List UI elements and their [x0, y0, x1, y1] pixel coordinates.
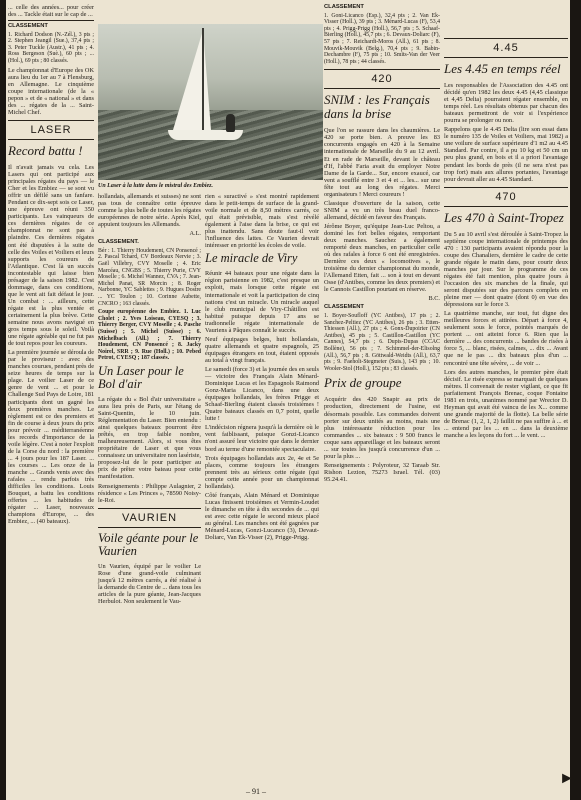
viry-body-5: Trois équipages hollandais aux 2e, 4e et 5e places, comme toujours les étrangers prennent très au sérieux cette régate (qui compte cette année pour un championnat hollandais).: [205, 454, 319, 490]
470-body-3: Lors des autres manches, le premier père était décisif. Le risée express se marquait de quelques mètres. Il convenait de rester vigilant, ce que fit parfaitement François Brenac, coque Fontaine 1981 en trois, unanimes nommé par Wrector D. Heyman qui avait été vaincu de les X... comme une grande majorité de la flotte). La belle série de Brenac (1, 2, 1, 2) faillit ne pas suffire à ... et ... entend par les ... en ... dans la deuxième manche a les leçons du fort ... le vent. ...: [444, 368, 568, 439]
article-title-record: Record battu !: [8, 142, 83, 158]
viry-body-4: L'indécision régnera jusqu'à la dernière où le vent faiblissant, puisque Gonzi-Licanco n'ont assuré leur victoire que dans le dernier bord au terme d'une remontée spectaculaire.: [205, 424, 319, 453]
article-title-prix: Prix de groupe: [324, 375, 402, 391]
classement-label-snim: CLASSEMENT: [324, 304, 364, 311]
snim-body-3: Jérôme Boyer, qu'équipe Jean-Luc Peltou, a dominé les fort belles régates, remportant deux manches. Sauchez a également remporté deux manches, en particulier celle où des rafales à force 6 ont été enregistrées. Dernière ces deux « locomotives », le troisième du dernier championnat du monde, l'Allemand Etten, fait ... son à tout en devant Osse (d'Antibes, comme les deux premiers) et le Cannois Castillon pourtant en réserve.: [324, 222, 440, 294]
laser-body-2: La première journée se déroula de par le proviseur : avec des manches courues, pendant près de seize heures de temps sur la plage. Le voilier Laser de ce genre de vent ... et pour le Challenge Sud Pays de Loire, 181 participants dont un gagné les deux premières manches. Le règlement est ce des premiers et fin de course à deux jours du prix pour prévoir ... méditerranéenne les records d'importance de la voile légère. C'est à noter l'exploit de la Corse du nord : la première ... 4 jours pour les 187 Laser. ... les courses ... Les onze de la manche ... Grands vents avec des rafales ... rendu parfois très difficiles les conditions. Louis Bouquet, a battu les conditions offertes ... les habitudes de régater ... Laser, nouveaux champions d'Europe, ... des Embiez, ... (40 bateaux).: [8, 349, 94, 526]
coupe-europeenne: Coupe européenne des Embiez. 1. Luc Cholet ; 2. Yves Loiseau, CYESQ ; 3. Thierry Berger, CVY Moselle ; 4. Pasche (Suisse) ; 5. Michel (Suisse) ; 6. Michelbach (All.) ; 7. Thierry Houdement, CN Ponsencé ; 8. Jacky Noirel, SRR ; 9. Rue (Holl.) ; 10. Pebed Petrot, CYESQ ; 187 classés.: [98, 309, 201, 362]
article-title-voile-geante: Voile géante pour le Vaurien: [98, 530, 199, 558]
classement-label: CLASSEMENT: [8, 20, 94, 30]
viry-body-2: Neuf équipages belges, huit hollandais, quatre allemands et quatre espagnols, 25 équipages étrangers en tout, étaient opposés au total à vingt français.: [205, 335, 319, 364]
prix-contact: Renseignements : Polyroteur, 32 Taraab Str. Rishon Lezion, 75273 Israel. Tél. (03) 95.24.41.: [324, 461, 440, 483]
laser-sail: [173, 30, 211, 130]
laser-mast: [202, 28, 204, 132]
snim-body-1: Que l'on se rassure dans les chaumières. Le 420 se porte bien. A preuve les 83 concurrents engagés en 420 à la Semaine internationale de Marseille du 9 au 12 avril. Et en rade de Marseille, devant le château d'If, l'abbé Faria avait du employer Notre Dame de la Garde... Sur, encore exaucé, car vent a soufflé entre 3 et 4 et ... les... sur une fête tout au long des régates. Merci organisateurs ! Merci coureurs !: [324, 127, 440, 198]
vaurien-continued: rien « suractivé » s'est montré rapidement dans le petit-temps de surface de la grand-voile normale et de 8,50 mètres carrés, ce qui était prévisible, mais s'est révélé également à l'aise dans la brise, ce qui est plus inattendu. Sans doute faut-il voir l'influence des lattes. Ce Vaurien devrait intéresser en priorité les écoles de voile.: [205, 193, 319, 250]
article-title-445: Les 4.45 en temps réel: [444, 61, 561, 76]
445-body-1: Les responsables de l'Association des 4.45 ont décidé qu'en 1982 les deux 4.45 (4,45 classique et 4,45 Delta) pourraient régater ensemble, en temps réel. Les résultats obtenus par chacun des bateaux permettront de voir si l'expérience pourra se prolonger ou non.: [444, 82, 568, 125]
viry-body-6: Côté français, Alain Ménard et Dominique Lucas finissent troisièmes et Vermin-Loudet le dimanche en tête à dix secondes de ... qui est avec cette régate le second mieux placé au général. Les manches ont été gagnées par Ménard-Lucas, Gonzi-Lucanco (3), Devaut-Doliarc, Van Ek-Visser (2), Prigge-Prigg.: [205, 491, 319, 542]
prix-body: Acquérir des 420 Snapir au prix de production, directement de l'usine, est désormais possible. Les commandes doivent porter sur deux unités au moins, mais une plus intéressante réduction pour les commandes ... six bateaux : 9 500 francs le coque sans appareillage et les bateaux seront ... sur toutes les jusqu'à concurrence d'un ... pour la plus ...: [324, 396, 440, 460]
column-3: [205, 193, 319, 793]
classement-label-viry: CLASSEMENT: [324, 4, 364, 10]
article-title-snim: SNIM : les Français dans la brise: [324, 92, 430, 122]
bol-dair-body: La régate du « Bol d'air universitaire » aura lieu près de Paris, sur l'étang de Saint-Quentin, le 10 juin. Réglementation du Laser. Bien entendu : ainsi quelques bateaux pourront être prêtés, en trop faible nombre, malheureusement. Alors, si vous êtes propriétaire de Laser et que vous connaissez un universitaire non lasériste, proposez-lui de le pour participer au prix de prêter votre bateau pour cette manifestation.: [98, 395, 201, 481]
signature-al: A.L.: [189, 230, 201, 238]
article-title-470: Les 470 à Saint-Tropez: [444, 209, 564, 225]
section-445: 4.45: [444, 38, 568, 58]
column-1: [8, 4, 94, 527]
laser-body: Il n'avait jamais vu cela. Les Lasers qui ont participé aux principales régates du pays — le Cher et les Embiez — se sont vu offrir un défilé sans un fanfare. Pendant ce dix-sept sois ce Laser, une épreuve ont réuni 350 participants. Les vainqueurs de ces dernières régates de ce championnat ne sont pas à plaindre. Ces dernières régates ont été disputées à la suite de celle des Voiles et Voiliers et leurs supports les coureurs de l'Atlantique. C'est là un succès incontestable qui laisse bien présager de la saison 1982. C'est dommage, dans ces conditions, que le vent ait fait défaut le jour. Un combat : ... ailleurs, cette régate est la plus ventée et certainement la plus brève. Cette semaine nous avons navigué en gros temps sous le soleil. Voilà une régate agréable qui ne fut pas de tout repos pour les coureurs.: [8, 163, 94, 348]
column-5: [444, 4, 568, 794]
section-470: 470: [444, 187, 568, 207]
intro-text: ... celle des années... pour créer des ... Tackle était sur le cap de ...: [8, 4, 94, 19]
article-title-viry: Le miracle de Viry: [205, 251, 298, 266]
page-number: – 91 –: [246, 787, 266, 796]
article-title-bol-dair: Un Laser pour le Bol d'air: [98, 363, 184, 391]
column-4: [324, 4, 440, 794]
470-body-2: La quatrième manche, sur tout, fut digne des meilleures forces et attirées. Départ à force 4, seulement sous le force, pointés marqués de portent ... ont atteint force 6. Rien que la dernière ... des concurrents ... bandes de risées à force 5, ... blanc, risées, calmes, ... dix ... Avant que ne le pas ... dix bateaux plus d'un ... rencontré une tête sévère, ... de voir ...: [444, 310, 568, 367]
section-vaurien: VAURIEN: [98, 508, 201, 528]
photo-caption: Un Laser à la lutte dans le mistral des Embiez.: [98, 183, 214, 189]
section-420: 420: [324, 69, 440, 89]
laser-continued: hollandais, allemands et suisses) ne sont pas tous de connaître cette épreuve comme la plus belle de toutes les régates européennes de notre série. Après Kiel, appuient toujours les Allemands.: [98, 193, 201, 229]
470-body-1: Du 5 au 10 avril s'est déroulée à Saint-Tropez la septième coupe internationale de printemps des 470 : 130 participants avaient répondu pour la coupe des Chanaliers, dernière le cadre de cette grande régate le matin dans, pour courir deux manches par jour. Sur le programme de ces régates été fait mention, plus quatre jours à l'occasion des six manches de la finale, qui seront disputées sur des parcours complets en pleine mer — dont quatre (dont 0) en vue des dépressions sur le force 3.: [444, 230, 568, 309]
sailor-figure: [226, 114, 235, 132]
classement-ber: Bér : 1. Thierry Houdement, CN Ponsencé ; 2. Pascal Tchard, CV Bordeaux Nervie ; 3. Gaël Villebry, CVY Moselle ; 4. Eric Marcéau, CNGBS ; 5. Thierry Purie, CVY Moselle ; 6. Michel Wannez, CVA ; 7. Jean-Michel Panat, SR Morcin ; 8. Roger Narbonne, YC Sablettes ; 9. Hugues Dostre ... YC Toulon ; 10. Corinne Aubette, CNCRO ; 163 classés.: [98, 247, 201, 307]
voile-geante-body: Un Vaurien, équipé par le voilier Le Rose d'une grand-voile culminant jusqu'à 12 mètres carrés, a été réalisé à la demande du Centre de ... dans tous les articles de la pure géante, Jean-Jacques Herbulot. Non seulement le Vau-: [98, 562, 201, 605]
classement-label-2: CLASSEMENT.: [98, 239, 139, 246]
classement-viry: 1. Goni-Licanco (Esp.), 32,4 pts ; 2. Van Ek-Visser (Holl.), 39 pts ; 3. Ménard-Lucas (F), 53,4 pts ; 4. Prigg-Prigg (Holl.), 56,7 pts ; 5. Schaaf-Bierling (Holl.), 45,7 pts ; 6. Devaux-Doliarc (F), 57 pts ; 7. Reichardt-Moros (All.), 61 pts ; 8. Mouvik-Mouvik (Belg.), 70,4 pts ; 9. Babin-Dechambre (F), 75 pts ; 10. Smits-Van der Veer (Holl.), 78 pts ; 44 classés.: [324, 12, 440, 65]
445-body-2: Rappelons que le 4.45 Delta (lire son essai dans le numéro 135 de Voiles et Voiliers, mai 1982) a une voilure de surface supérieure d'1 m2 au 4.45 Standard. Par contre, il a pu 10 kg et 50 cm un peu plus grand, en bois et il a priori l'avantage pendant les bords de près (il ne sera n'est pas trop fort) mais aux allures portantes, l'avantage pour devrait aller au 4.45 Standard.: [444, 126, 568, 183]
column-2: [98, 193, 201, 793]
snim-body-2: Classique d'ouverture de la saison, cette SNIM a vu un très beau duel franco-allemand, décidé en faveur des Français.: [324, 199, 440, 221]
viry-body-3: Le samedi (force 3) et la journée des en seuls — victoire des Français Alain Ménard-Dominique Lucas et les Espagnols Raimond Gonz-Maria Licanco, dans une deux équipages hollandais, les frères Prigge et Schaaf-Bierling étaient classés troisièmes ! Quatre bateaux classés en 0,7 point, quelle lutte !: [205, 365, 319, 423]
viry-body-1: Réunir 44 bateaux pour une régate dans la région parisienne en 1982, c'est presque un exploit, mais lorsque cette régate est internationale et voit la participation de cinq nations c'est un miracle. Un miracle auquel le club municipal de Viry-Châtillon est habitué puisque depuis 17 ans se tradionnelle régate internationale de Vauriens à Pâques connaît le succès.: [205, 270, 319, 334]
laser-photo: [98, 24, 323, 180]
continue-arrow-icon: ►: [559, 770, 575, 787]
classement-ok: 1. Richard Dodson (N.-Zél.), 3 pts ; 2. Stephen Jeangil (Sue.), 37,4 pts ; 3. Peter Tuckle (Austr.), 41 pts ; 4. Ross Bergeson (Suè.), 60 pts ; ... (Hol.), 69 pts ; 80 classés.: [8, 31, 94, 65]
magazine-page: [6, 0, 575, 800]
bol-dair-contact: Renseignements : Philippe Aulagnier, 2 résidence « Les Princes », 78590 Noisy-le-Roi.: [98, 482, 201, 504]
classement-snim: 1. Boyer-Soufloff (YC Antibes), 17 pts ; 2. Sanchez-Peltiez (YC Antibes), 26 pts ; 3. Etten-Thiessen (All.), 27 pts ; 4. Gonx-Dupoirier (CN Antibes), 45 pts ; 5. Castillon-Castillon (YC Cannes), 54,7 pts ; 6. Dupis-Dupas (CCAC Bollène), 56 pts ; 7. Schimmel-der-Elisolng (All.), 56,7 pts ; 8. Göttwald-Weidts (All.), 63,7 pts ; 9. Faeholt-Stegmeier (Suis.), 143 pts ; 10. Wooler-Stol (Holl.), 152 pts ; 83 classés.: [324, 313, 440, 372]
ok-paragraph: Le championnat d'Europe des OK aura lieu du 1er au 7 à Flensburg, en Allemagne. Le cinquième coupe internationale (de la « pepon » et de « national » et dans des ... régates de la ... Saint-Michel Chef.: [8, 66, 94, 116]
section-laser: LASER: [8, 120, 94, 140]
signature-bc: B.C.: [428, 295, 440, 303]
